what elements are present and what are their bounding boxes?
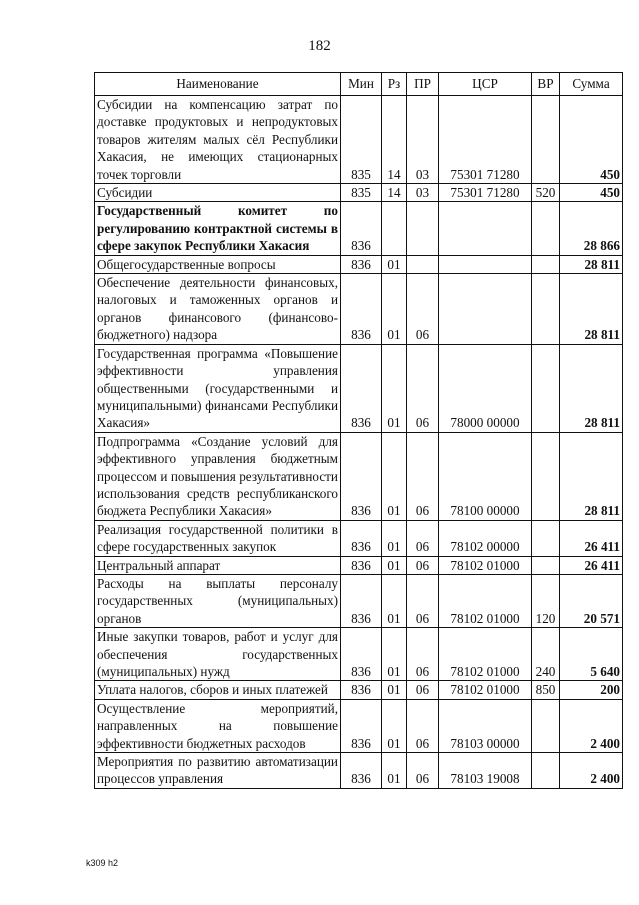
cell-min: 836	[341, 681, 382, 699]
cell-rz: 01	[382, 681, 407, 699]
cell-rz: 01	[382, 432, 407, 520]
budget-table	[94, 72, 623, 789]
cell-name: Общегосударственные вопросы	[95, 255, 341, 273]
cell-sum: 28 811	[560, 344, 623, 432]
cell-rz: 01	[382, 699, 407, 752]
table-header-row	[95, 73, 623, 96]
cell-pr: 06	[407, 520, 439, 556]
header-csr: ЦСР	[439, 73, 532, 96]
cell-pr: 06	[407, 753, 439, 789]
cell-csr: 75301 71280	[439, 184, 532, 202]
cell-pr: 03	[407, 184, 439, 202]
cell-pr: 06	[407, 556, 439, 574]
cell-name: Субсидии на компенсацию затрат по доставке продуктовых и непродуктовых товаров жителям малых сёл Республики Хакасия, не имеющих стационарных точек торговли	[95, 96, 341, 184]
cell-sum: 450	[560, 96, 623, 184]
header-pr: ПР	[407, 73, 439, 96]
cell-sum: 2 400	[560, 699, 623, 752]
cell-rz: 01	[382, 556, 407, 574]
cell-name: Иные закупки товаров, работ и услуг для обеспечения государственных (муниципальных) нужд	[95, 628, 341, 681]
cell-pr: 06	[407, 628, 439, 681]
footer-code: k309 h2	[86, 858, 119, 868]
header-name: Наименование	[95, 73, 341, 96]
cell-pr: 06	[407, 699, 439, 752]
cell-sum: 26 411	[560, 520, 623, 556]
cell-csr: 78102 01000	[439, 628, 532, 681]
cell-min: 836	[341, 753, 382, 789]
cell-min: 836	[341, 574, 382, 627]
cell-min: 836	[341, 432, 382, 520]
table-row	[95, 202, 623, 255]
cell-pr: 06	[407, 344, 439, 432]
cell-rz: 14	[382, 184, 407, 202]
cell-csr: 78102 01000	[439, 681, 532, 699]
table-row	[95, 681, 623, 699]
cell-vr	[532, 344, 560, 432]
cell-name: Подпрограмма «Создание условий для эффективного управления бюджетным процессом и повышения результативности использования средств республиканского бюджета Республики Хакасия»	[95, 432, 341, 520]
cell-min: 836	[341, 699, 382, 752]
cell-sum: 200	[560, 681, 623, 699]
cell-csr: 78103 00000	[439, 699, 532, 752]
cell-name: Уплата налогов, сборов и иных платежей	[95, 681, 341, 699]
cell-sum: 28 866	[560, 202, 623, 255]
cell-min: 836	[341, 274, 382, 345]
cell-vr: 520	[532, 184, 560, 202]
table-row	[95, 96, 623, 184]
cell-vr	[532, 255, 560, 273]
cell-name: Осуществление мероприятий, направленных на повышение эффективности бюджетных расходов	[95, 699, 341, 752]
cell-min: 835	[341, 96, 382, 184]
cell-name: Государственный комитет по регулированию контрактной системы в сфере закупок Республики Хакасия	[95, 202, 341, 255]
cell-rz: 01	[382, 274, 407, 345]
header-rz: Рз	[382, 73, 407, 96]
table-row	[95, 556, 623, 574]
table-row	[95, 753, 623, 789]
cell-name: Субсидии	[95, 184, 341, 202]
cell-sum: 28 811	[560, 432, 623, 520]
cell-sum: 28 811	[560, 274, 623, 345]
cell-pr: 06	[407, 574, 439, 627]
cell-csr: 78000 00000	[439, 344, 532, 432]
cell-sum: 26 411	[560, 556, 623, 574]
cell-min: 835	[341, 184, 382, 202]
table-row	[95, 274, 623, 345]
cell-rz: 01	[382, 574, 407, 627]
cell-pr: 06	[407, 432, 439, 520]
cell-pr	[407, 202, 439, 255]
cell-sum: 2 400	[560, 753, 623, 789]
cell-sum: 20 571	[560, 574, 623, 627]
cell-csr: 75301 71280	[439, 96, 532, 184]
table-row	[95, 699, 623, 752]
cell-rz	[382, 202, 407, 255]
cell-pr: 06	[407, 274, 439, 345]
cell-vr: 850	[532, 681, 560, 699]
page-number: 182	[308, 38, 331, 54]
cell-rz: 01	[382, 520, 407, 556]
cell-vr	[532, 432, 560, 520]
cell-name: Расходы на выплаты персоналу государственных (муниципальных) органов	[95, 574, 341, 627]
cell-vr	[532, 96, 560, 184]
cell-csr: 78102 01000	[439, 574, 532, 627]
cell-name: Центральный аппарат	[95, 556, 341, 574]
cell-vr	[532, 274, 560, 345]
cell-rz: 01	[382, 344, 407, 432]
cell-vr	[532, 753, 560, 789]
cell-vr	[532, 699, 560, 752]
cell-min: 836	[341, 628, 382, 681]
cell-vr	[532, 202, 560, 255]
table-row	[95, 344, 623, 432]
cell-sum: 28 811	[560, 255, 623, 273]
cell-min: 836	[341, 202, 382, 255]
cell-pr: 06	[407, 681, 439, 699]
header-vr: ВР	[532, 73, 560, 96]
table-row	[95, 628, 623, 681]
cell-pr	[407, 255, 439, 273]
cell-sum: 450	[560, 184, 623, 202]
cell-min: 836	[341, 344, 382, 432]
table-body	[95, 96, 623, 789]
cell-min: 836	[341, 520, 382, 556]
header-sum: Сумма	[560, 73, 623, 96]
cell-vr	[532, 520, 560, 556]
cell-csr	[439, 255, 532, 273]
cell-csr: 78102 00000	[439, 520, 532, 556]
table-row	[95, 255, 623, 273]
cell-csr	[439, 202, 532, 255]
cell-rz: 01	[382, 255, 407, 273]
cell-vr: 120	[532, 574, 560, 627]
cell-csr	[439, 274, 532, 345]
cell-vr	[532, 556, 560, 574]
cell-min: 836	[341, 556, 382, 574]
cell-rz: 01	[382, 628, 407, 681]
cell-rz: 01	[382, 753, 407, 789]
cell-csr: 78102 01000	[439, 556, 532, 574]
cell-pr: 03	[407, 96, 439, 184]
cell-csr: 78100 00000	[439, 432, 532, 520]
table-row	[95, 574, 623, 627]
header-min: Мин	[341, 73, 382, 96]
cell-name: Обеспечение деятельности финансовых, налоговых и таможенных органов и органов финансового (финансово-бюджетного) надзора	[95, 274, 341, 345]
cell-min: 836	[341, 255, 382, 273]
table-row	[95, 520, 623, 556]
cell-name: Реализация государственной политики в сфере государственных закупок	[95, 520, 341, 556]
cell-sum: 5 640	[560, 628, 623, 681]
cell-csr: 78103 19008	[439, 753, 532, 789]
table-row	[95, 432, 623, 520]
cell-rz: 14	[382, 96, 407, 184]
cell-vr: 240	[532, 628, 560, 681]
cell-name: Государственная программа «Повышение эффективности управления общественными (государственными и муниципальными) финансами Республики Хакасия»	[95, 344, 341, 432]
table-row	[95, 184, 623, 202]
cell-name: Мероприятия по развитию автоматизации процессов управления	[95, 753, 341, 789]
